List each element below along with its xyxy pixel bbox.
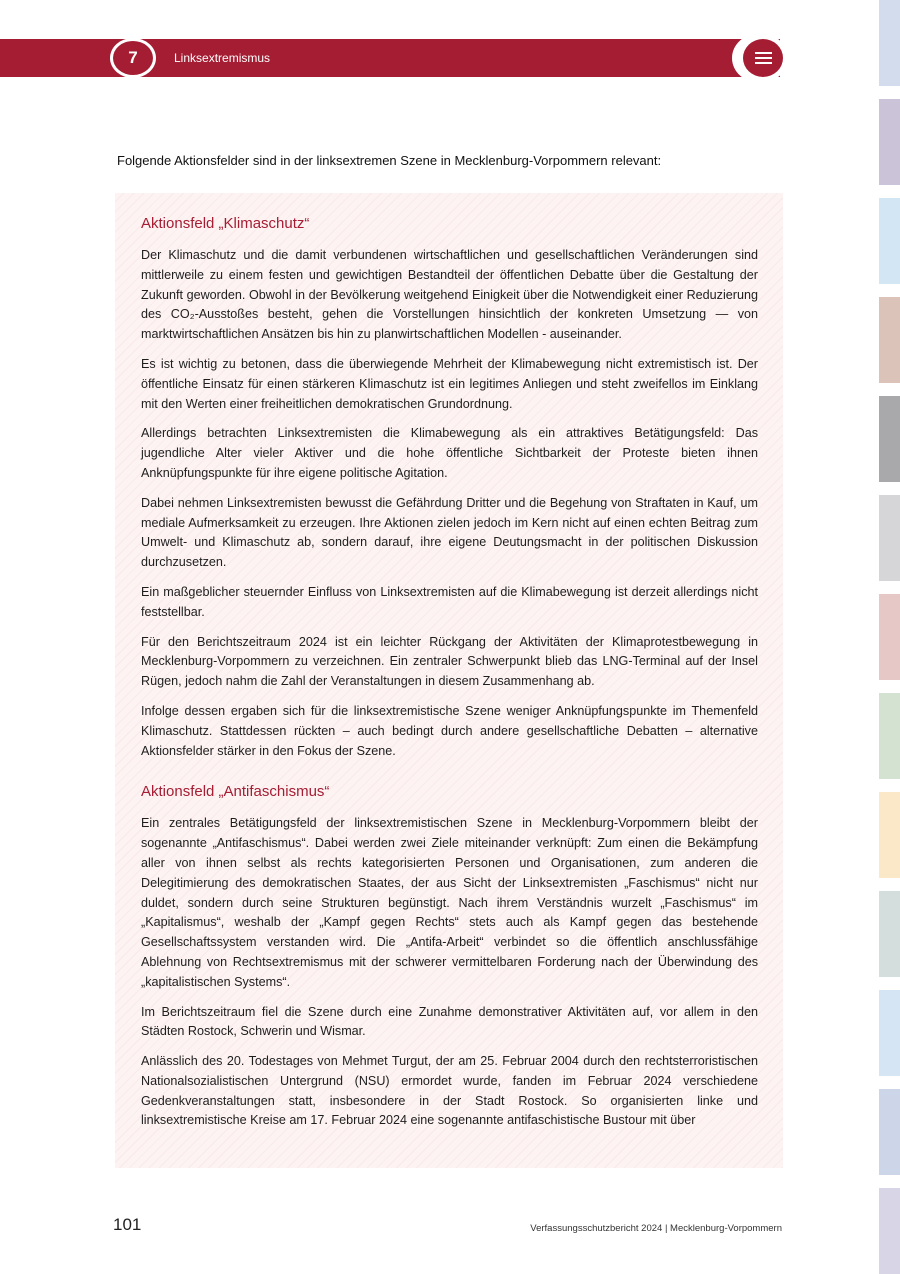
chapter-tab[interactable] (879, 297, 900, 383)
paragraph: Im Berichtszeitraum fiel die Szene durch eine Zunahme demonstrativer Aktivitäten auf, vor allem in den Städten Rostock, Schwerin und Wismar. (141, 1004, 758, 1039)
paragraph: Ein maßgeblicher steuernder Einfluss von Linksextremisten auf die Klimabewegung ist derzeit allerdings nicht feststellbar. (141, 584, 758, 619)
paragraph: Es ist wichtig zu betonen, dass die überwiegende Mehrheit der Klimabewegung nicht extremistisch ist. Der öffentliche Einsatz für einen stärkeren Klimaschutz ist ein legitimes Anliegen und steht zweifellos im Einklang mit den Werten einer freiheitlichen demokratischen Grundordnung. (141, 356, 758, 411)
chapter-tab[interactable] (879, 990, 900, 1076)
section-heading: Aktionsfeld „Klimaschutz“ (141, 215, 310, 232)
paragraph: Für den Berichtszeitraum 2024 ist ein leichter Rückgang der Aktivitäten der Klimaprotestbewegung in Mecklenburg-Vorpommern zu verzeichnen. Ein zentraler Schwerpunkt blieb das LNG-Terminal auf der Insel Rügen, jedoch nahm die Zahl der Veranstaltungen in diesem Zusammenhang ab. (141, 634, 758, 689)
chapter-tab[interactable] (879, 198, 900, 284)
chapter-tab[interactable] (879, 792, 900, 878)
paragraph: Anlässlich des 20. Todestages von Mehmet Turgut, der am 25. Februar 2004 durch den rechtsterroristischen Nationalsozialistischen Untergrund (NSU) ermordet wurde, fanden im Februar 2024 verschiedene Gedenkveranstaltungen statt, insbesondere in der Stadt Rostock. So organisierten linke und linksextremistische Kreise am 17. Februar 2024 eine sogenannte antifaschistische Bustour mit über (141, 1054, 758, 1128)
paragraph: Der Klimaschutz und die damit verbundenen wirtschaftlichen und gesellschaftlichen Veränderungen sind mittlerweile zu einem festen und gewichtigen Bestandteil der öffentlichen Debatte über die Gestaltung der Zukunft geworden. Obwohl in der Bevölkerung weitgehend Einigkeit über die Notwendigkeit einer Reduzierung des CO₂-Ausstoßes besteht, gehen die Vorstellungen hinsichtlich der konkreten Umsetzung — von marktwirtschaftlichen Ansätzen bis hin zu planwirtschaftlichen Modellen - auseinander. (141, 248, 758, 342)
content-box (115, 193, 783, 1168)
paragraph: Dabei nehmen Linksextremisten bewusst die Gefährdung Dritter und die Begehung von Straftaten in Kauf, um mediale Aufmerksamkeit zu erzeugen. Ihre Aktionen zielen jedoch im Kern nicht auf einen echten Beitrag zum Umwelt- und Klimaschutz ab, sondern darauf, ihre eigene Deutungsmacht in der politischen Diskussion durchzusetzen. (141, 495, 758, 570)
menu-button[interactable] (743, 39, 783, 77)
chapter-tab[interactable] (879, 396, 900, 482)
chapter-tab[interactable] (879, 0, 900, 86)
chapter-tab[interactable] (879, 1188, 900, 1274)
intro-text: Folgende Aktionsfelder sind in der linksextremen Szene in Mecklenburg-Vorpommern relevant: (117, 153, 662, 168)
paragraph: Infolge dessen ergaben sich für die linksextremistische Szene weniger Anknüpfungspunkte im Themenfeld Klimaschutz. Stattdessen rückten – auch bedingt durch andere gesellschaftliche Debatten – alternative Aktionsfelder stärker in den Fokus der Szene. (141, 703, 758, 758)
chapter-title: Linksextremismus (174, 51, 271, 65)
section-spacer (141, 771, 758, 783)
hamburger-menu-icon (755, 57, 772, 59)
chapter-number-badge: 7 (110, 38, 156, 78)
paragraph: Ein zentrales Betätigungsfeld der linksextremistischen Szene in Mecklenburg-Vorpommern bleibt der sogenannte „Antifaschismus“. Dabei werden zwei Ziele miteinander verknüpft: Zum einen die Bekämpfung aller von ihnen selbst als rechts kategorisierten Personen und Organisationen, zum anderen die Delegitimierung des demokratischen Staates, der aus Sicht der Linksextremisten „Faschismus“ nicht nur duldet, sondern durch seine Strukturen begünstigt. Nach ihrem Verständnis wurzelt „Faschismus“ im „Kapitalismus“, weshalb der „Kampf gegen Rechts“ stets auch als Kampf gegen das bestehende Gesellschaftssystem verstanden wird. Die „Antifa-Arbeit“ verbindet so die öffentlich anschlussfähige Ablehnung von Rechtsextremismus mit der schwerer vermittelbaren Forderung nach der Überwindung des „kapitalistischen Systems“. (141, 816, 758, 989)
paragraph: Allerdings betrachten Linksextremisten die Klimabewegung als ein attraktives Betätigungsfeld: Das jugendliche Alter vieler Aktiver und die hohe öffentliche Sichtbarkeit der Proteste bieten ihnen Anknüpfungspunkte für ihre eigene politische Agitation. (141, 426, 758, 480)
section-heading: Aktionsfeld „Antifaschismus“ (141, 783, 330, 801)
chapter-tab[interactable] (879, 495, 900, 581)
publication-footer: Verfassungsschutzbericht 2024 | Mecklenburg-Vorpommern (530, 1223, 782, 1234)
chapter-tab[interactable] (879, 693, 900, 779)
chapter-tab[interactable] (879, 1089, 900, 1175)
hamburger-menu-icon (755, 62, 772, 64)
page-number: 101 (113, 1215, 142, 1234)
chapter-tab[interactable] (879, 594, 900, 680)
chapter-tab[interactable] (879, 99, 900, 185)
chapter-tab[interactable] (879, 891, 900, 977)
hamburger-menu-icon (755, 52, 772, 54)
